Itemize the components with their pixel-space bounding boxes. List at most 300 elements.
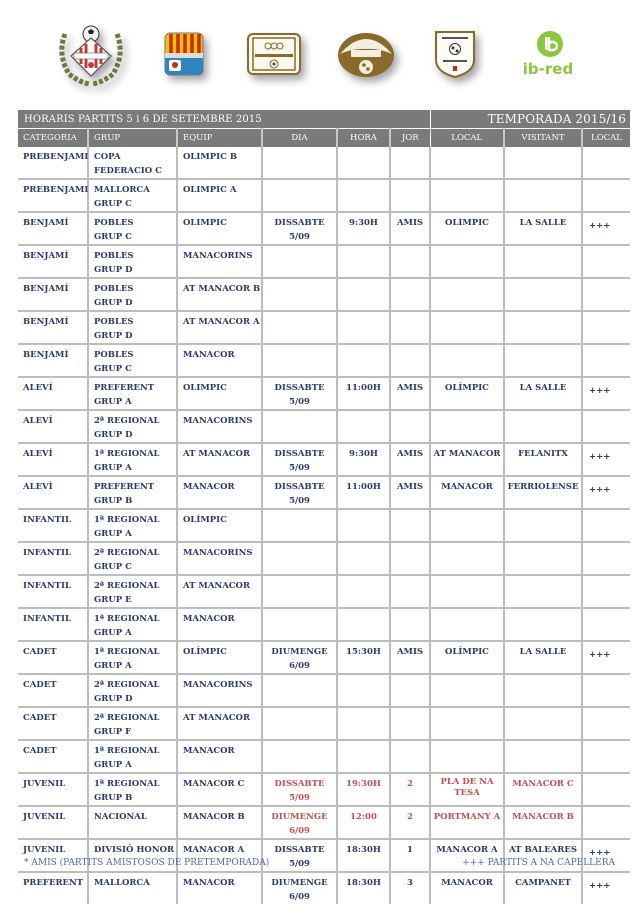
cell-visitant bbox=[504, 740, 582, 773]
cell-dia bbox=[262, 311, 337, 344]
cell-grup bbox=[88, 740, 177, 773]
cell-hora: 19:30H bbox=[337, 773, 390, 806]
cell-dia bbox=[262, 674, 337, 707]
cell-grup-line: GRUP B bbox=[94, 496, 133, 506]
cell-equip: OLIMPIC A bbox=[177, 179, 262, 212]
cell-grup-line: POBLES bbox=[94, 251, 134, 261]
cell-grup bbox=[88, 278, 177, 311]
table-row bbox=[18, 410, 630, 443]
cell-categoria: INFANTIL bbox=[18, 509, 88, 542]
table-row bbox=[18, 575, 630, 608]
cell-jor: AMIS bbox=[390, 476, 430, 509]
cell-visitant: LA SALLE bbox=[504, 212, 582, 245]
cell-camp-local bbox=[582, 410, 630, 443]
cell-dia-line: 5/09 bbox=[289, 859, 310, 869]
cell-local bbox=[430, 608, 504, 641]
cell-dia bbox=[262, 608, 337, 641]
cell-categoria: BENJAMÍ bbox=[18, 212, 88, 245]
cell-jor: 2 bbox=[390, 806, 430, 839]
cell-grup-line: POBLES bbox=[94, 350, 134, 360]
cell-visitant bbox=[504, 674, 582, 707]
cell-grup bbox=[88, 212, 177, 245]
col-header-local: LOCAL bbox=[430, 129, 504, 148]
cell-grup-line: COPA bbox=[94, 152, 121, 162]
table-row bbox=[18, 179, 630, 212]
cell-categoria: CADET bbox=[18, 641, 88, 674]
table-row bbox=[18, 509, 630, 542]
cell-dia-line: DISSABTE bbox=[274, 449, 325, 459]
cell-dia bbox=[262, 476, 337, 509]
cell-camp-local bbox=[582, 311, 630, 344]
cell-categoria: CADET bbox=[18, 674, 88, 707]
cell-local: AT MANACOR bbox=[430, 443, 504, 476]
cell-grup-line: 1ª REGIONAL bbox=[94, 614, 160, 624]
cell-grup bbox=[88, 641, 177, 674]
cell-camp-local bbox=[582, 707, 630, 740]
cell-categoria: INFANTIL bbox=[18, 542, 88, 575]
table-row bbox=[18, 212, 630, 245]
cell-visitant bbox=[504, 245, 582, 278]
table-row bbox=[18, 147, 630, 179]
cell-local: MANACOR bbox=[430, 476, 504, 509]
cell-visitant: FERRIOLENSE bbox=[504, 476, 582, 509]
cell-local: PLA DE NA TESA bbox=[430, 773, 504, 806]
cell-camp-local bbox=[582, 344, 630, 377]
cell-visitant bbox=[504, 509, 582, 542]
cell-local bbox=[430, 707, 504, 740]
cell-jor bbox=[390, 410, 430, 443]
cell-jor bbox=[390, 707, 430, 740]
cell-hora: 11:00H bbox=[337, 377, 390, 410]
cell-hora: 18:30H bbox=[337, 839, 390, 872]
cell-grup bbox=[88, 806, 177, 839]
table-row bbox=[18, 245, 630, 278]
cell-dia-line: DIUMENGE bbox=[271, 647, 328, 657]
cell-grup-line: DIVISIÓ HONOR bbox=[94, 845, 175, 855]
cell-categoria: CADET bbox=[18, 707, 88, 740]
cell-jor bbox=[390, 147, 430, 179]
cell-dia bbox=[262, 872, 337, 904]
cell-equip: MANACOR B bbox=[177, 806, 262, 839]
cell-local bbox=[430, 245, 504, 278]
cell-local: OLÍMPIC bbox=[430, 641, 504, 674]
cell-categoria: JUVENIL bbox=[18, 773, 88, 806]
cell-categoria: CADET bbox=[18, 740, 88, 773]
cell-grup bbox=[88, 674, 177, 707]
cell-grup-line: GRUP C bbox=[94, 232, 132, 242]
cell-dia-line: 6/09 bbox=[289, 661, 310, 671]
cell-dia-line: 5/09 bbox=[289, 793, 310, 803]
table-header-row bbox=[18, 129, 630, 148]
cell-categoria: INFANTIL bbox=[18, 575, 88, 608]
cell-equip: MANACOR bbox=[177, 740, 262, 773]
cell-dia bbox=[262, 245, 337, 278]
cell-visitant: MANACOR B bbox=[504, 806, 582, 839]
cell-dia bbox=[262, 509, 337, 542]
cell-dia bbox=[262, 806, 337, 839]
cell-local bbox=[430, 278, 504, 311]
col-header-grup: GRUP bbox=[88, 129, 177, 148]
cell-dia bbox=[262, 179, 337, 212]
cell-categoria: BENJAMÍ bbox=[18, 278, 88, 311]
cell-grup bbox=[88, 344, 177, 377]
cell-jor: 1 bbox=[390, 839, 430, 872]
cell-dia-line: 6/09 bbox=[289, 892, 310, 902]
cell-categoria: ALEVÍ bbox=[18, 377, 88, 410]
cell-visitant bbox=[504, 344, 582, 377]
cell-dia bbox=[262, 740, 337, 773]
cell-grup-line: PREFERENT bbox=[94, 482, 155, 492]
table-row bbox=[18, 773, 630, 806]
cell-hora bbox=[337, 344, 390, 377]
cell-grup-line: 1ª REGIONAL bbox=[94, 515, 160, 525]
cell-camp-local bbox=[582, 674, 630, 707]
cell-grup-line: 2ª REGIONAL bbox=[94, 713, 160, 723]
cell-grup-line: 1ª REGIONAL bbox=[94, 746, 160, 756]
cell-grup-line: 2ª REGIONAL bbox=[94, 581, 160, 591]
cell-camp-local: +++ bbox=[582, 377, 630, 410]
cell-equip: MANACOR A bbox=[177, 839, 262, 872]
logo-strip bbox=[0, 0, 643, 105]
cell-dia-line: DIUMENGE bbox=[271, 878, 328, 888]
cell-camp-local bbox=[582, 509, 630, 542]
cell-grup-line: GRUP D bbox=[94, 298, 133, 308]
cell-dia bbox=[262, 410, 337, 443]
cell-visitant bbox=[504, 147, 582, 179]
cell-hora bbox=[337, 147, 390, 179]
cell-grup bbox=[88, 872, 177, 904]
footnote-capellera: +++ PARTITS A NA CAPELLERA bbox=[462, 858, 615, 868]
cell-hora: 11:00H bbox=[337, 476, 390, 509]
cell-visitant bbox=[504, 278, 582, 311]
col-header-categoria: CATEGORIA bbox=[18, 129, 88, 148]
cell-grup-line: GRUP F bbox=[94, 727, 132, 737]
cell-local: OLIMPIC bbox=[430, 212, 504, 245]
cell-equip: MANACORINS bbox=[177, 542, 262, 575]
cell-dia bbox=[262, 377, 337, 410]
cell-grup bbox=[88, 476, 177, 509]
cell-grup-line: GRUP D bbox=[94, 430, 133, 440]
table-body bbox=[18, 147, 630, 904]
cell-grup bbox=[88, 410, 177, 443]
cell-camp-local: +++ bbox=[582, 212, 630, 245]
cd-manacorins-logo bbox=[164, 32, 204, 76]
cell-equip: MANACOR bbox=[177, 608, 262, 641]
cell-hora bbox=[337, 542, 390, 575]
cell-camp-local bbox=[582, 179, 630, 212]
cell-camp-local bbox=[582, 542, 630, 575]
cell-grup-line: POBLES bbox=[94, 218, 134, 228]
cell-jor: 2 bbox=[390, 773, 430, 806]
cell-dia bbox=[262, 344, 337, 377]
cell-dia bbox=[262, 542, 337, 575]
cell-categoria: PREBENJAMI bbox=[18, 179, 88, 212]
cell-equip: OLIMPIC bbox=[177, 377, 262, 410]
cell-grup-line: GRUP A bbox=[94, 463, 132, 473]
col-header-camp-local: LOCAL bbox=[582, 129, 630, 148]
cell-jor bbox=[390, 674, 430, 707]
cell-grup-line: 1ª REGIONAL bbox=[94, 647, 160, 657]
cell-grup-line: GRUP E bbox=[94, 595, 132, 605]
cell-equip: AT MANACOR A bbox=[177, 311, 262, 344]
cell-camp-local: +++ bbox=[582, 476, 630, 509]
cell-jor: AMIS bbox=[390, 212, 430, 245]
table-row bbox=[18, 641, 630, 674]
cell-equip: AT MANACOR B bbox=[177, 278, 262, 311]
table-row bbox=[18, 707, 630, 740]
cell-visitant bbox=[504, 575, 582, 608]
cell-equip: MANACOR bbox=[177, 872, 262, 904]
cell-dia bbox=[262, 773, 337, 806]
cell-hora bbox=[337, 179, 390, 212]
col-header-jor: JOR bbox=[390, 129, 430, 148]
cell-dia bbox=[262, 212, 337, 245]
cell-grup bbox=[88, 147, 177, 179]
cell-local bbox=[430, 509, 504, 542]
cell-local bbox=[430, 542, 504, 575]
cell-dia-line: DISSABTE bbox=[274, 218, 325, 228]
cell-local: PORTMANY A bbox=[430, 806, 504, 839]
cell-camp-local bbox=[582, 575, 630, 608]
cell-jor bbox=[390, 344, 430, 377]
table-row bbox=[18, 476, 630, 509]
cell-equip: MANACOR bbox=[177, 476, 262, 509]
cell-categoria: BENJAMÍ bbox=[18, 245, 88, 278]
table-row bbox=[18, 377, 630, 410]
cell-hora bbox=[337, 245, 390, 278]
cell-jor: AMIS bbox=[390, 641, 430, 674]
col-header-hora: HORA bbox=[337, 129, 390, 148]
cell-grup bbox=[88, 542, 177, 575]
juventud-manacor-logo bbox=[434, 30, 476, 78]
cell-local bbox=[430, 179, 504, 212]
table-row bbox=[18, 344, 630, 377]
cell-grup-line: FEDERACIO C bbox=[94, 166, 162, 176]
cell-visitant bbox=[504, 410, 582, 443]
cell-grup-line: 2ª REGIONAL bbox=[94, 548, 160, 558]
cell-jor bbox=[390, 575, 430, 608]
cell-visitant: LA SALLE bbox=[504, 377, 582, 410]
cd-olimpic-crest-logo bbox=[55, 24, 127, 86]
cell-jor bbox=[390, 245, 430, 278]
cell-grup-line: GRUP C bbox=[94, 199, 132, 209]
cell-dia bbox=[262, 278, 337, 311]
cell-grup-line: GRUP D bbox=[94, 265, 133, 275]
atletico-manacor-logo bbox=[337, 32, 395, 78]
cell-equip: MANACORINS bbox=[177, 245, 262, 278]
cell-local: OLÍMPIC bbox=[430, 377, 504, 410]
cell-camp-local bbox=[582, 608, 630, 641]
cell-jor bbox=[390, 542, 430, 575]
cell-camp-local bbox=[582, 806, 630, 839]
cell-grup-line: NACIONAL bbox=[94, 812, 147, 822]
cell-grup-line: 2ª REGIONAL bbox=[94, 680, 160, 690]
cell-equip: OLÍMPIC bbox=[177, 509, 262, 542]
cell-local bbox=[430, 674, 504, 707]
cell-jor bbox=[390, 311, 430, 344]
cell-hora bbox=[337, 278, 390, 311]
cell-grup bbox=[88, 311, 177, 344]
cell-camp-local bbox=[582, 147, 630, 179]
cell-categoria: JUVENIL bbox=[18, 806, 88, 839]
cell-grup-line: GRUP C bbox=[94, 562, 132, 572]
cell-hora: 9:30H bbox=[337, 443, 390, 476]
cell-equip: AT MANACOR bbox=[177, 443, 262, 476]
cell-local bbox=[430, 147, 504, 179]
cell-jor bbox=[390, 278, 430, 311]
cell-camp-local: +++ bbox=[582, 443, 630, 476]
table-row bbox=[18, 443, 630, 476]
cell-grup bbox=[88, 509, 177, 542]
cell-visitant: LA SALLE bbox=[504, 641, 582, 674]
cell-hora: 18:30H bbox=[337, 872, 390, 904]
cell-categoria: ALEVÍ bbox=[18, 476, 88, 509]
table-row bbox=[18, 608, 630, 641]
cell-dia-line: 5/09 bbox=[289, 397, 310, 407]
cell-grup bbox=[88, 377, 177, 410]
table-row bbox=[18, 311, 630, 344]
col-header-equip: EQUIP bbox=[177, 129, 262, 148]
cell-visitant bbox=[504, 542, 582, 575]
season-label: TEMPORADA 2015/16 bbox=[430, 110, 630, 129]
cell-grup-line: 2ª REGIONAL bbox=[94, 416, 160, 426]
footnote-amis: * AMIS (PARTITS AMISTOSOS DE PRETEMPORADA) bbox=[24, 858, 270, 868]
cell-grup-line: GRUP D bbox=[94, 331, 133, 341]
cell-camp-local: +++ bbox=[582, 839, 630, 872]
cell-categoria: ALEVÍ bbox=[18, 443, 88, 476]
cell-dia bbox=[262, 707, 337, 740]
table-row bbox=[18, 278, 630, 311]
cell-local: MANACOR bbox=[430, 872, 504, 904]
cell-grup bbox=[88, 245, 177, 278]
cell-categoria: PREBENJAMI bbox=[18, 147, 88, 179]
cell-grup-line: POBLES bbox=[94, 317, 134, 327]
cell-hora: 9:30H bbox=[337, 212, 390, 245]
cell-visitant: FELANITX bbox=[504, 443, 582, 476]
manacorins-badge-logo bbox=[247, 33, 301, 75]
cell-grup-line: GRUP D bbox=[94, 694, 133, 704]
cell-camp-local bbox=[582, 773, 630, 806]
cell-grup-line: MALLORCA bbox=[94, 185, 150, 195]
cell-hora bbox=[337, 311, 390, 344]
cell-grup-line: 1ª REGIONAL bbox=[94, 449, 160, 459]
cell-grup bbox=[88, 443, 177, 476]
cell-categoria: ALEVÍ bbox=[18, 410, 88, 443]
cell-hora: 15:30H bbox=[337, 641, 390, 674]
table-row bbox=[18, 806, 630, 839]
cell-dia bbox=[262, 839, 337, 872]
cell-grup-line: GRUP C bbox=[94, 364, 132, 374]
cell-equip: MANACOR bbox=[177, 344, 262, 377]
cell-categoria: INFANTIL bbox=[18, 608, 88, 641]
table-title-bar bbox=[18, 110, 630, 129]
cell-equip: MANACORINS bbox=[177, 674, 262, 707]
cell-categoria: JUVENIL bbox=[18, 839, 88, 872]
cell-hora bbox=[337, 410, 390, 443]
cell-jor: AMIS bbox=[390, 443, 430, 476]
table-row bbox=[18, 740, 630, 773]
cell-grup bbox=[88, 773, 177, 806]
cell-categoria: BENJAMÍ bbox=[18, 311, 88, 344]
cell-hora bbox=[337, 575, 390, 608]
cell-grup-line: 1ª REGIONAL bbox=[94, 779, 160, 789]
cell-grup-line: GRUP A bbox=[94, 661, 132, 671]
cell-equip: OLIMPIC bbox=[177, 212, 262, 245]
cell-categoria: PREFERENT bbox=[23, 878, 84, 888]
cell-jor bbox=[390, 608, 430, 641]
cell-grup-line: GRUP A bbox=[94, 760, 132, 770]
cell-dia bbox=[262, 575, 337, 608]
cell-hora: 12:00 bbox=[337, 806, 390, 839]
cell-dia-line: DISSABTE bbox=[274, 845, 325, 855]
cell-jor bbox=[390, 179, 430, 212]
cell-grup bbox=[88, 575, 177, 608]
cell-dia bbox=[262, 147, 337, 179]
cell-local bbox=[430, 410, 504, 443]
cell-hora bbox=[337, 608, 390, 641]
cell-equip: MANACORINS bbox=[177, 410, 262, 443]
cell-visitant: CAMPANET bbox=[504, 872, 582, 904]
cell-dia bbox=[262, 443, 337, 476]
cell-equip: MANACOR C bbox=[177, 773, 262, 806]
cell-jor: 3 bbox=[390, 872, 430, 904]
cell-local bbox=[430, 575, 504, 608]
cell-grup-line: GRUP A bbox=[94, 397, 132, 407]
cell-grup-line: GRUP B bbox=[94, 793, 133, 803]
cell-camp-local bbox=[582, 278, 630, 311]
cell-jor: AMIS bbox=[390, 377, 430, 410]
cell-grup-line: PREFERENT bbox=[94, 383, 155, 393]
cell-hora bbox=[337, 740, 390, 773]
cell-local bbox=[430, 311, 504, 344]
cell-visitant: MANACOR C bbox=[504, 773, 582, 806]
cell-local bbox=[430, 740, 504, 773]
schedule-table bbox=[18, 110, 630, 904]
cell-dia-line: 5/09 bbox=[289, 463, 310, 473]
cell-dia-line: 5/09 bbox=[289, 496, 310, 506]
cell-hora bbox=[337, 707, 390, 740]
cell-dia-line: DISSABTE bbox=[274, 383, 325, 393]
cell-dia-line: DISSABTE bbox=[274, 482, 325, 492]
cell-camp-local bbox=[582, 245, 630, 278]
cell-grup bbox=[88, 707, 177, 740]
cell-dia-line: 6/09 bbox=[289, 826, 310, 836]
cell-hora bbox=[337, 674, 390, 707]
table-row bbox=[18, 872, 630, 904]
cell-equip: AT MANACOR bbox=[177, 707, 262, 740]
cell-visitant bbox=[504, 608, 582, 641]
cell-visitant bbox=[504, 707, 582, 740]
cell-dia-line: DISSABTE bbox=[274, 779, 325, 789]
cell-camp-local: +++ bbox=[582, 872, 630, 904]
cell-equip: OLÍMPIC bbox=[177, 641, 262, 674]
cell-camp-local bbox=[582, 740, 630, 773]
cell-grup-line: GRUP A bbox=[94, 529, 132, 539]
cell-grup-line: MALLORCA bbox=[94, 878, 150, 888]
cell-visitant bbox=[504, 311, 582, 344]
cell-dia-line: 5/09 bbox=[289, 232, 310, 242]
cell-equip: AT MANACOR bbox=[177, 575, 262, 608]
cell-local bbox=[430, 344, 504, 377]
schedule-title: HORARIS PARTITS 5 i 6 DE SETEMBRE 2015 bbox=[18, 110, 430, 129]
cell-grup bbox=[88, 179, 177, 212]
table-row bbox=[18, 542, 630, 575]
cell-grup bbox=[88, 608, 177, 641]
cell-local: MANACOR A bbox=[430, 839, 504, 872]
cell-grup-line: GRUP A bbox=[94, 628, 132, 638]
ib-red-wordmark: ib-red bbox=[522, 60, 574, 78]
table-row bbox=[18, 674, 630, 707]
